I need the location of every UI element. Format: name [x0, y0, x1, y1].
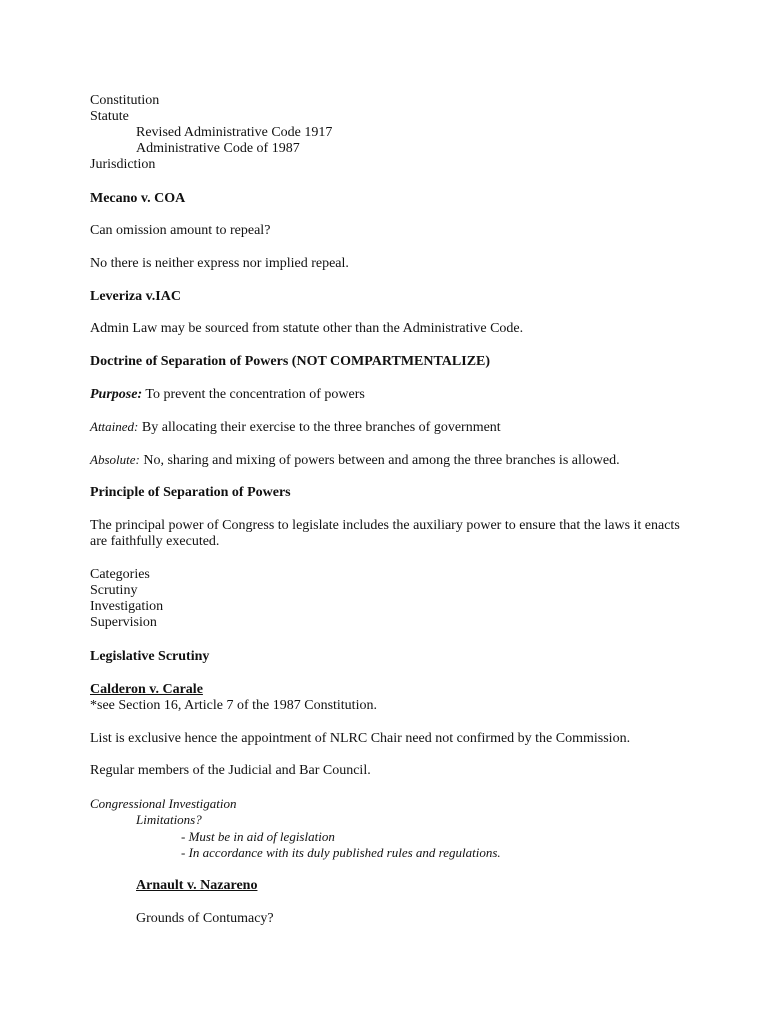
category-investigation: Investigation — [90, 599, 164, 614]
mecano-answer: No there is neither express nor implied repeal. — [90, 256, 349, 271]
absolute-label: Absolute: — [90, 452, 140, 467]
source-jurisdiction: Jurisdiction — [90, 157, 156, 172]
mecano-question: Can omission amount to repeal? — [90, 223, 271, 238]
calderon-text-2: Regular members of the Judicial and Bar Council. — [90, 763, 371, 778]
principle-heading: Principle of Separation of Powers — [90, 485, 291, 500]
arnault-case-title: Arnault v. Nazareno — [136, 878, 258, 893]
category-header: Categories — [90, 567, 150, 582]
category-supervision: Supervision — [90, 615, 157, 630]
source-revised-admin-code: Revised Administrative Code 1917 — [136, 125, 333, 140]
attained-label: Attained: — [90, 419, 139, 434]
calderon-case-note: *see Section 16, Article 7 of the 1987 Constitution. — [90, 698, 377, 713]
investigation-limitations: Limitations? — [136, 812, 202, 827]
absolute-text: No, sharing and mixing of powers between and among the three branches is allowed. — [143, 453, 620, 468]
principle-text-line2: are faithfully executed. — [90, 534, 220, 549]
source-statute: Statute — [90, 109, 129, 124]
leveriza-heading: Leveriza v.IAC — [90, 289, 181, 304]
principle-text-line1: The principal power of Congress to legislate includes the auxiliary power to ensure that the laws it enacts — [90, 518, 680, 533]
attained-line — [90, 419, 501, 436]
doctrine-heading: Doctrine of Separation of Powers (NOT COMPARTMENTALIZE) — [90, 354, 491, 369]
purpose-text: To prevent the concentration of powers — [145, 387, 365, 402]
source-admin-code-1987: Administrative Code of 1987 — [136, 141, 300, 156]
limitation-2: - In accordance with its duly published rules and regulations. — [181, 845, 501, 860]
limitation-1: - Must be in aid of legislation — [181, 829, 335, 844]
purpose-label: Purpose: — [90, 387, 143, 402]
arnault-question: Grounds of Contumacy? — [136, 911, 274, 926]
absolute-line — [90, 452, 620, 469]
leveriza-text: Admin Law may be sourced from statute other than the Administrative Code. — [90, 321, 524, 336]
source-constitution: Constitution — [90, 93, 160, 108]
calderon-text-1: List is exclusive hence the appointment of NLRC Chair need not confirmed by the Commission. — [90, 731, 631, 746]
scrutiny-heading: Legislative Scrutiny — [90, 649, 210, 664]
purpose-line — [90, 387, 365, 403]
investigation-heading: Congressional Investigation — [90, 796, 237, 811]
attained-text: By allocating their exercise to the three branches of government — [141, 420, 501, 435]
category-scrutiny: Scrutiny — [90, 583, 138, 598]
calderon-case-title: Calderon v. Carale — [90, 682, 203, 697]
mecano-heading: Mecano v. COA — [90, 191, 186, 206]
